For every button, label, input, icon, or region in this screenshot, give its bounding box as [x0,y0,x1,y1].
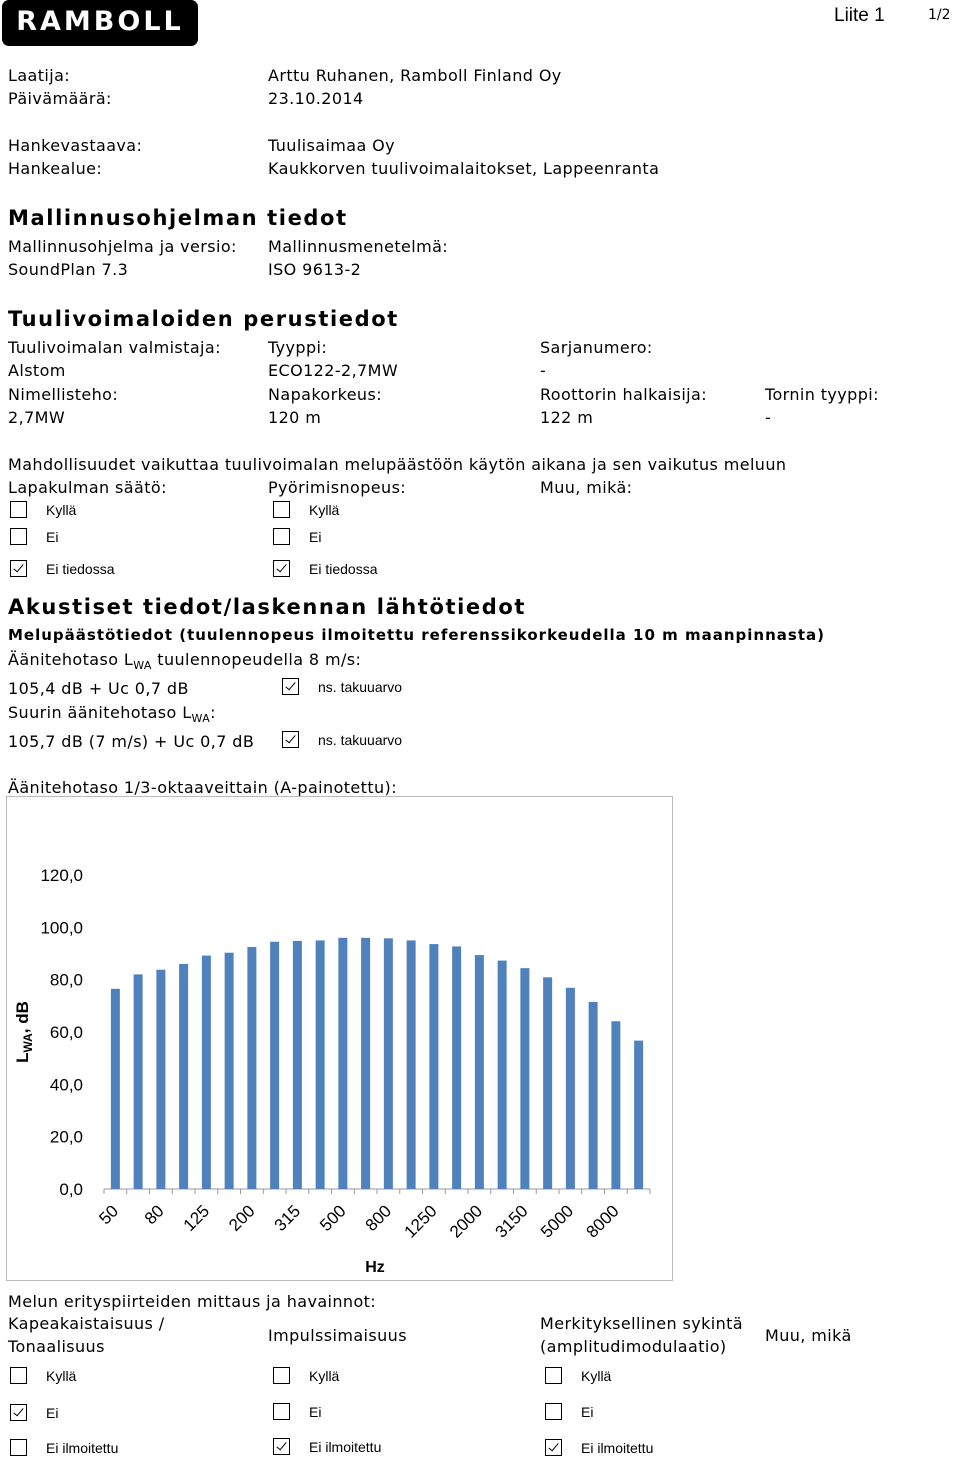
rpm-yes-label: Kyllä [309,502,340,518]
impulse-no-checkbox[interactable] [273,1403,290,1420]
x-tick-label: 125 [179,1201,214,1235]
y-tick-label: 20,0 [49,1127,83,1147]
date-label: Päivämäärä: [8,89,112,108]
impulse-not-reported-checkbox[interactable] [273,1438,290,1455]
bar [543,977,552,1189]
rpm-unknown-label: Ei tiedossa [309,561,378,577]
bar [520,968,529,1189]
bar [156,970,165,1189]
x-tick-label: 1250 [400,1201,441,1242]
bar [361,938,370,1189]
rpm-no-label: Ei [309,529,322,545]
max-lwa-label: Suurin äänitehotaso $L_{WA}$: [8,703,216,726]
tonal-no-checkbox[interactable] [10,1404,27,1421]
other-label: Muu, mikä: [540,478,633,497]
y-tick-label: 100,0 [40,918,83,938]
impulse-label: Impulssimaisuus [268,1326,407,1345]
appendix-label: Liite 1 [834,5,885,26]
bar [202,956,211,1189]
tower-label: Tornin tyyppi: [765,385,879,404]
x-tick-label: 500 [316,1201,350,1235]
impulse-no-label: Ei [309,1404,322,1420]
am-no-label: Ei [581,1404,594,1420]
x-tick-label: 315 [270,1201,305,1235]
owner-label: Hankevastaava: [8,136,143,155]
bar [316,940,325,1189]
ramboll-logo: RAMBOLL [2,0,198,46]
bar [225,953,234,1189]
pitch-unknown-label: Ei tiedossa [46,561,115,577]
tonal-not-reported-label: Ei ilmoitettu [46,1440,119,1456]
feature-other-label: Muu, mikä [765,1326,852,1345]
lwa-label: Äänitehotaso $L_{WA}$ tuulennopeudella 8 m/s: [8,650,362,673]
y-axis-label: $L_{WA}$, dB [13,1001,35,1063]
options-intro: Mahdollisuudet vaikuttaa tuulivoimalan melupäästöön käytön aikana ja sen vaikutus meluun [8,455,787,474]
power-value: 2,7MW [8,408,66,427]
bar [338,938,347,1189]
rpm-label: Pyörimisnopeus: [268,478,407,497]
tonal-yes-checkbox[interactable] [10,1367,27,1384]
page-number: 1/2 [928,7,951,23]
x-tick-label: 50 [95,1201,123,1229]
features-intro: Melun erityspiirteiden mittaus ja havainnot: [8,1292,377,1311]
bar [270,942,279,1189]
author-value: Arttu Ruhanen, Ramboll Finland Oy [268,66,562,85]
type-value: ECO122-2,7MW [268,361,399,380]
software-value: SoundPlan 7.3 [8,260,129,279]
maker-value: Alstom [8,361,66,380]
tonal-label-2: Tonaalisuus [8,1337,105,1356]
pitch-no-label: Ei [46,529,59,545]
method-value: ISO 9613-2 [268,260,362,279]
impulse-yes-checkbox[interactable] [273,1367,290,1384]
author-label: Laatija: [8,66,71,85]
x-tick-label: 200 [225,1201,259,1235]
model-heading: Mallinnusohjelman tiedot [8,206,348,230]
date-value: 23.10.2014 [268,89,364,108]
x-tick-label: 80 [140,1201,168,1229]
impulse-yes-label: Kyllä [309,1368,340,1384]
tonal-yes-label: Kyllä [46,1368,77,1384]
max-guarantee-label: ns. takuuarvo [318,732,403,748]
power-label: Nimellisteho: [8,385,119,404]
bar [407,940,416,1189]
am-not-reported-label: Ei ilmoitettu [581,1440,654,1456]
bar [611,1021,620,1189]
tonal-not-reported-checkbox[interactable] [10,1439,27,1456]
pitch-label: Lapakulman säätö: [8,478,167,497]
y-tick-label: 60,0 [49,1023,83,1042]
type-label: Tyyppi: [268,338,328,357]
bar [111,989,120,1189]
y-tick-label: 0,0 [59,1180,83,1199]
y-tick-label: 120,0 [40,866,83,885]
am-label-2: (amplitudimodulaatio) [540,1337,727,1356]
area-label: Hankealue: [8,159,103,178]
x-tick-label: 5000 [537,1201,578,1242]
am-no-checkbox[interactable] [545,1403,562,1420]
bar [589,1002,598,1189]
bar [498,961,507,1189]
bar [634,1041,643,1189]
lwa-guarantee-label: ns. takuuarvo [318,679,403,695]
tonal-label-1: Kapeakaistaisuus / [8,1314,165,1333]
bar [293,941,302,1189]
bar [179,964,188,1189]
turbine-heading: Tuulivoimaloiden perustiedot [8,307,399,331]
y-tick-label: 80,0 [49,970,83,990]
pitch-yes-label: Kyllä [46,502,77,518]
bar [247,947,256,1189]
bar [384,938,393,1189]
x-axis-label: Hz [365,1259,385,1276]
software-label: Mallinnusohjelma ja versio: [8,237,237,256]
lwa-value: 105,4 dB + Uc 0,7 dB [8,679,189,698]
bar [566,988,575,1189]
rotor-label: Roottorin halkaisija: [540,385,708,404]
x-tick-label: 2000 [446,1201,487,1242]
acoustic-subheading: Melupäästötiedot (tuulennopeus ilmoitettu referenssikorkeudella 10 m maanpinnasta) [8,626,825,644]
max-lwa-value: 105,7 dB (7 m/s) + Uc 0,7 dB [8,732,255,751]
impulse-not-reported-label: Ei ilmoitettu [309,1439,382,1455]
am-not-reported-checkbox[interactable] [545,1439,562,1456]
am-yes-label: Kyllä [581,1368,612,1384]
acoustic-heading: Akustiset tiedot/laskennan lähtötiedot [8,595,527,619]
x-tick-label: 800 [361,1201,396,1235]
area-value: Kaukkorven tuulivoimalaitokset, Lappeenranta [268,159,660,178]
bar [452,946,461,1189]
hub-label: Napakorkeus: [268,385,383,404]
octave-label: Äänitehotaso 1/3-oktaaveittain (A-painotettu): [8,778,397,797]
hub-value: 120 m [268,408,322,427]
tonal-no-label: Ei [46,1405,59,1421]
rotor-value: 122 m [540,408,594,427]
bar [475,955,484,1189]
x-tick-label: 3150 [491,1201,532,1242]
y-tick-label: 40,0 [49,1075,83,1095]
serial-label: Sarjanumero: [540,338,653,357]
bar [134,974,143,1189]
x-tick-label: 8000 [582,1201,623,1242]
am-label-1: Merkityksellinen sykintä [540,1314,744,1333]
am-yes-checkbox[interactable] [545,1367,562,1384]
owner-value: Tuulisaimaa Oy [268,136,396,155]
serial-value: - [540,361,547,380]
maker-label: Tuulivoimalan valmistaja: [8,338,221,357]
method-label: Mallinnusmenetelmä: [268,237,449,256]
tower-value: - [765,408,772,427]
bar [429,944,438,1189]
